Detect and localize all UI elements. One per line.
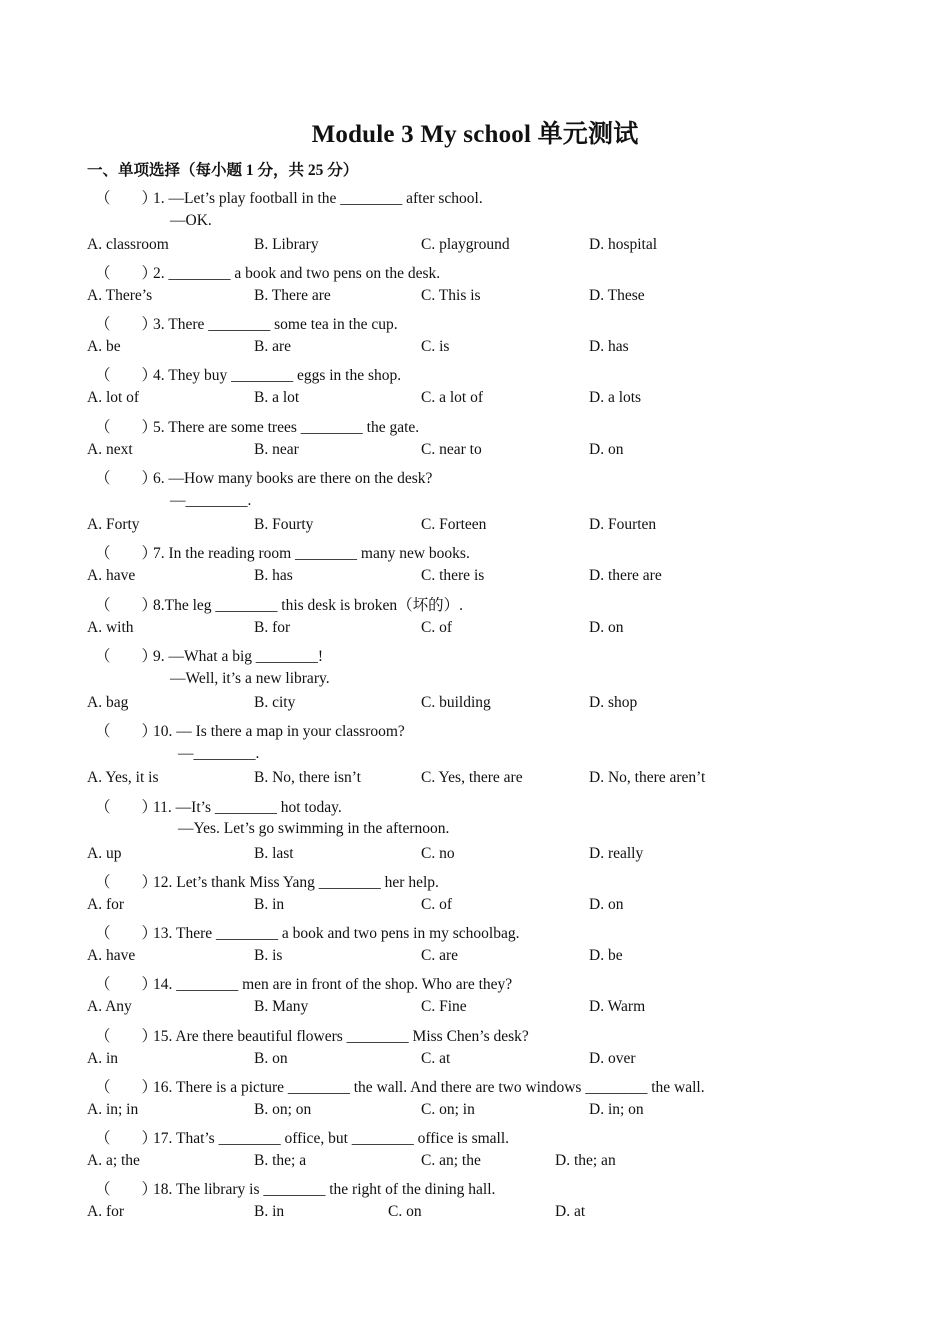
option-b[interactable]: B. on	[254, 1050, 288, 1067]
answer-blank[interactable]: （ ）	[95, 723, 158, 740]
page-title: Module 3 My school 单元测试	[311, 121, 639, 148]
question-followup: —________.	[178, 745, 260, 762]
question-stem	[87, 795, 342, 817]
question-text: 13. There ________ a book and two pens in my schoolbag.	[153, 925, 520, 942]
option-d[interactable]: D. over	[589, 1050, 636, 1067]
option-b[interactable]: B. a lot	[254, 389, 300, 406]
option-b[interactable]: B. are	[254, 338, 292, 355]
option-c[interactable]: C. a lot of	[421, 389, 483, 406]
option-c[interactable]: C. This is	[421, 287, 481, 304]
answer-blank[interactable]: （ ）	[95, 419, 158, 436]
question-stem	[87, 593, 463, 615]
option-d[interactable]: D. really	[589, 845, 644, 862]
option-a[interactable]: A. for	[87, 896, 125, 913]
question-followup: —________.	[170, 492, 252, 509]
answer-blank[interactable]: （ ）	[95, 925, 158, 942]
question-stem	[87, 363, 401, 385]
option-d[interactable]: D. shop	[589, 694, 638, 711]
option-b[interactable]: B. Library	[254, 236, 319, 253]
option-d[interactable]: D. No, there aren’t	[589, 769, 706, 786]
question-followup: —Well, it’s a new library.	[170, 670, 330, 687]
question-stem	[87, 415, 419, 437]
option-b[interactable]: B. for	[254, 619, 291, 636]
question-stem	[87, 921, 520, 943]
option-d[interactable]: D. on	[589, 896, 624, 913]
question-stem	[87, 1126, 509, 1148]
option-d[interactable]: D. hospital	[589, 236, 658, 253]
answer-blank[interactable]: （ ）	[95, 597, 158, 614]
option-d[interactable]: D. Warm	[589, 998, 646, 1015]
option-a[interactable]: A. a; the	[87, 1152, 140, 1169]
option-c[interactable]: C. playground	[421, 236, 510, 253]
question-text: 15. Are there beautiful flowers ________ Miss Chen’s desk?	[153, 1028, 529, 1045]
option-b[interactable]: B. city	[254, 694, 296, 711]
option-c[interactable]: C. Fine	[421, 998, 467, 1015]
question-stem	[87, 1075, 705, 1097]
option-b[interactable]: B. in	[254, 1203, 285, 1220]
question-text: 18. The library is ________ the right of the dining hall.	[153, 1181, 496, 1198]
question-text: 14. ________ men are in front of the shop. Who are they?	[153, 976, 513, 993]
option-c[interactable]: C. is	[421, 338, 450, 355]
answer-blank[interactable]: （ ）	[95, 648, 158, 665]
option-a[interactable]: A. There’s	[87, 287, 153, 304]
option-a[interactable]: A. have	[87, 947, 136, 964]
question-text: 4. They buy ________ eggs in the shop.	[153, 367, 402, 384]
option-d[interactable]: D. on	[589, 441, 624, 458]
option-c[interactable]: C. there is	[421, 567, 485, 584]
answer-blank[interactable]: （ ）	[95, 1079, 158, 1096]
question-text: 7. In the reading room ________ many new books.	[153, 545, 470, 562]
option-d[interactable]: D. on	[589, 619, 624, 636]
question-text: 12. Let’s thank Miss Yang ________ her help.	[153, 874, 439, 891]
option-b[interactable]: B. on; on	[254, 1101, 312, 1118]
option-c[interactable]: C. at	[421, 1050, 451, 1067]
option-d[interactable]: D. has	[589, 338, 629, 355]
question-text: 1. —Let’s play football in the ________ after school.	[153, 190, 483, 207]
answer-blank[interactable]: （ ）	[95, 545, 158, 562]
option-c[interactable]: C. Yes, there are	[421, 769, 523, 786]
question-stem	[87, 1177, 495, 1199]
option-d[interactable]: D. in; on	[589, 1101, 644, 1118]
question-stem	[87, 870, 439, 892]
question-text: 11. —It’s ________ hot today.	[153, 799, 342, 816]
option-b[interactable]: B. is	[254, 947, 283, 964]
question-text: 5. There are some trees ________ the gate.	[153, 419, 420, 436]
option-c[interactable]: C. of	[421, 896, 452, 913]
option-c[interactable]: C. an; the	[421, 1152, 481, 1169]
option-a[interactable]: A. next	[87, 441, 133, 458]
option-c[interactable]: C. near to	[421, 441, 482, 458]
option-b[interactable]: B. Fourty	[254, 516, 314, 533]
option-a[interactable]: A. with	[87, 619, 134, 636]
option-a[interactable]: A. for	[87, 1203, 125, 1220]
answer-blank[interactable]: （ ）	[95, 976, 158, 993]
question-stem	[87, 972, 512, 994]
answer-blank[interactable]: （ ）	[95, 1130, 158, 1147]
option-a[interactable]: A. have	[87, 567, 136, 584]
option-c[interactable]: C. of	[421, 619, 452, 636]
answer-blank[interactable]: （ ）	[95, 367, 158, 384]
option-c[interactable]: C. are	[421, 947, 459, 964]
question-text: 9. —What a big ________!	[153, 648, 324, 665]
option-a[interactable]: A. lot of	[87, 389, 140, 406]
question-stem	[87, 644, 323, 666]
answer-blank[interactable]: （ ）	[95, 799, 158, 816]
question-stem	[87, 1024, 529, 1046]
option-b[interactable]: B. There are	[254, 287, 331, 304]
option-a[interactable]: A. Yes, it is	[87, 769, 159, 786]
option-a[interactable]: A. Any	[87, 998, 132, 1015]
answer-blank[interactable]: （ ）	[95, 190, 158, 207]
option-c[interactable]: C. Forteen	[421, 516, 487, 533]
question-text: 8.The leg ________ this desk is broken（坏的）.	[153, 597, 463, 614]
option-a[interactable]: A. in; in	[87, 1101, 139, 1118]
option-b[interactable]: B. has	[254, 567, 293, 584]
question-text: 2. ________ a book and two pens on the desk.	[153, 265, 441, 282]
question-followup: —Yes. Let’s go swimming in the afternoon.	[178, 820, 450, 837]
question-stem	[87, 541, 470, 563]
option-b[interactable]: B. near	[254, 441, 299, 458]
answer-blank[interactable]: （ ）	[95, 265, 158, 282]
answer-blank[interactable]: （ ）	[95, 1028, 158, 1045]
option-d[interactable]: D. be	[589, 947, 623, 964]
option-c[interactable]: C. no	[421, 845, 455, 862]
option-a[interactable]: A. be	[87, 338, 121, 355]
question-text: 17. That’s ________ office, but ________ office is small.	[153, 1130, 510, 1147]
question-stem	[87, 186, 483, 208]
question-followup: —OK.	[170, 212, 212, 229]
question-stem	[87, 719, 405, 741]
option-d[interactable]: D. Fourten	[589, 516, 657, 533]
answer-blank[interactable]: （ ）	[95, 316, 158, 333]
question-text: 10. — Is there a map in your classroom?	[153, 723, 405, 740]
option-b[interactable]: B. the; a	[254, 1152, 307, 1169]
question-text: 16. There is a picture ________ the wall. And there are two windows ________ the wall.	[153, 1079, 705, 1096]
answer-blank[interactable]: （ ）	[95, 1181, 158, 1198]
question-text: 3. There ________ some tea in the cup.	[153, 316, 398, 333]
question-stem	[87, 261, 440, 283]
option-b[interactable]: B. No, there isn’t	[254, 769, 361, 786]
option-d[interactable]: D. a lots	[589, 389, 642, 406]
option-c[interactable]: C. on; in	[421, 1101, 475, 1118]
option-c[interactable]: C. building	[421, 694, 491, 711]
question-text: 6. —How many books are there on the desk?	[153, 470, 433, 487]
option-b[interactable]: B. Many	[254, 998, 309, 1015]
option-d[interactable]: D. the; an	[555, 1152, 616, 1169]
answer-blank[interactable]: （ ）	[95, 470, 158, 487]
option-b[interactable]: B. in	[254, 896, 285, 913]
option-d[interactable]: D. there are	[589, 567, 662, 584]
option-b[interactable]: B. last	[254, 845, 294, 862]
option-a[interactable]: A. classroom	[87, 236, 169, 253]
question-stem	[87, 312, 398, 334]
option-c[interactable]: C. on	[388, 1203, 422, 1220]
option-d[interactable]: D. These	[589, 287, 645, 304]
option-a[interactable]: A. up	[87, 845, 122, 862]
option-a[interactable]: A. Forty	[87, 516, 140, 533]
question-stem	[87, 466, 432, 488]
option-a[interactable]: A. bag	[87, 694, 129, 711]
answer-blank[interactable]: （ ）	[95, 874, 158, 891]
option-d[interactable]: D. at	[555, 1203, 586, 1220]
section-heading: 一、单项选择（每小题 1 分，共 25 分）	[87, 162, 359, 179]
option-a[interactable]: A. in	[87, 1050, 118, 1067]
